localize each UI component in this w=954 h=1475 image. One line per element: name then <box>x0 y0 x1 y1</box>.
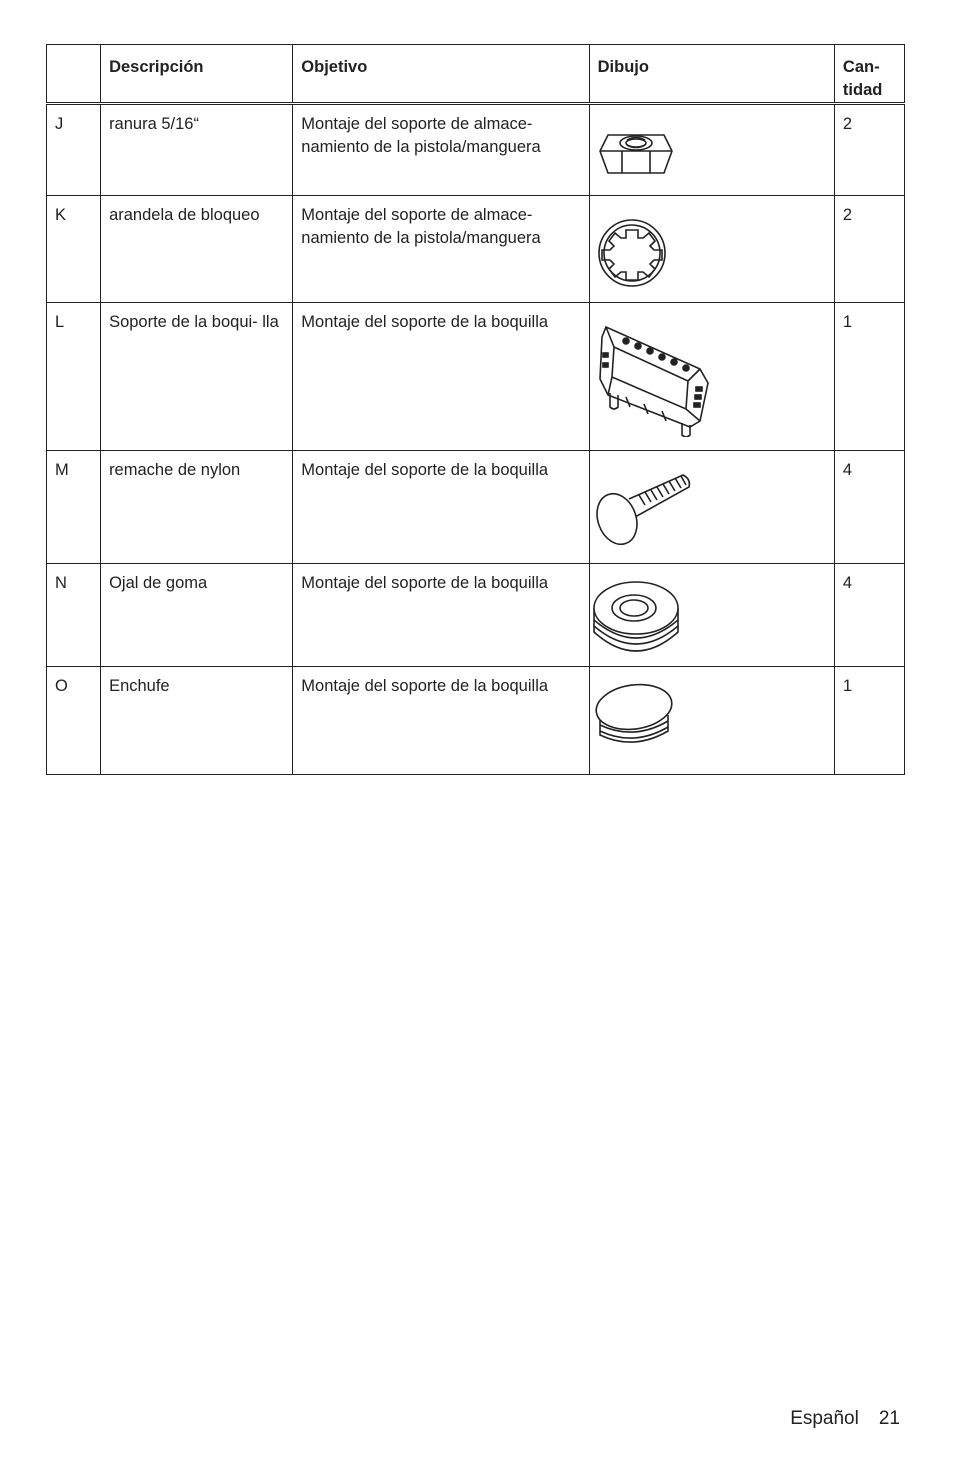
footer-page-number: 21 <box>878 1408 900 1429</box>
table-row <box>47 564 905 667</box>
page-footer <box>770 1408 900 1430</box>
table-header-row <box>47 45 905 104</box>
row-quantity: 4 <box>834 451 904 564</box>
row-objective: Montaje del soporte de la boquilla <box>293 564 589 667</box>
row-objective: Montaje del soporte de almace- namiento de la pistola/manguera <box>293 104 589 196</box>
header-quantity-line1: Can- <box>842 58 880 76</box>
table-row <box>47 667 905 775</box>
header-quantity <box>834 45 904 104</box>
table-row <box>47 196 905 303</box>
row-quantity: 2 <box>834 196 904 303</box>
row-description: ranura 5/16“ <box>101 104 293 196</box>
rubber-grommet-icon <box>590 578 682 654</box>
row-letter: N <box>47 564 101 667</box>
footer-language: Español <box>790 1408 859 1429</box>
header-quantity-line2: tidad <box>842 81 883 99</box>
row-letter: O <box>47 667 101 775</box>
table-row <box>47 303 905 451</box>
nylon-rivet-icon <box>595 467 697 547</box>
header-description: Descripción <box>101 45 293 104</box>
row-objective: Montaje del soporte de la boquilla <box>293 303 589 451</box>
row-drawing <box>589 451 834 564</box>
row-letter: L <box>47 303 101 451</box>
row-drawing <box>589 196 834 303</box>
row-objective: Montaje del soporte de la boquilla <box>293 667 589 775</box>
hex-nut-icon <box>596 123 676 185</box>
row-description: Ojal de goma <box>101 564 293 667</box>
row-quantity: 1 <box>834 303 904 451</box>
row-letter: J <box>47 104 101 196</box>
table-row <box>47 104 905 196</box>
lock-washer-icon <box>595 216 669 290</box>
row-description: Enchufe <box>101 667 293 775</box>
row-drawing <box>589 104 834 196</box>
header-objective: Objetivo <box>293 45 589 104</box>
plug-icon <box>592 679 678 749</box>
row-letter: M <box>47 451 101 564</box>
row-description: remache de nylon <box>101 451 293 564</box>
row-quantity: 1 <box>834 667 904 775</box>
row-drawing <box>589 303 834 451</box>
parts-table <box>46 44 905 775</box>
row-objective: Montaje del soporte de la boquilla <box>293 451 589 564</box>
row-drawing <box>589 667 834 775</box>
row-objective: Montaje del soporte de almace- namiento de la pistola/manguera <box>293 196 589 303</box>
row-description: Soporte de la boqui- lla <box>101 303 293 451</box>
row-description: arandela de bloqueo <box>101 196 293 303</box>
table-row <box>47 451 905 564</box>
row-quantity: 4 <box>834 564 904 667</box>
nozzle-holder-icon <box>596 317 720 437</box>
row-drawing <box>589 564 834 667</box>
row-quantity: 2 <box>834 104 904 196</box>
header-letter <box>47 45 101 104</box>
header-drawing: Dibujo <box>589 45 834 104</box>
row-letter: K <box>47 196 101 303</box>
